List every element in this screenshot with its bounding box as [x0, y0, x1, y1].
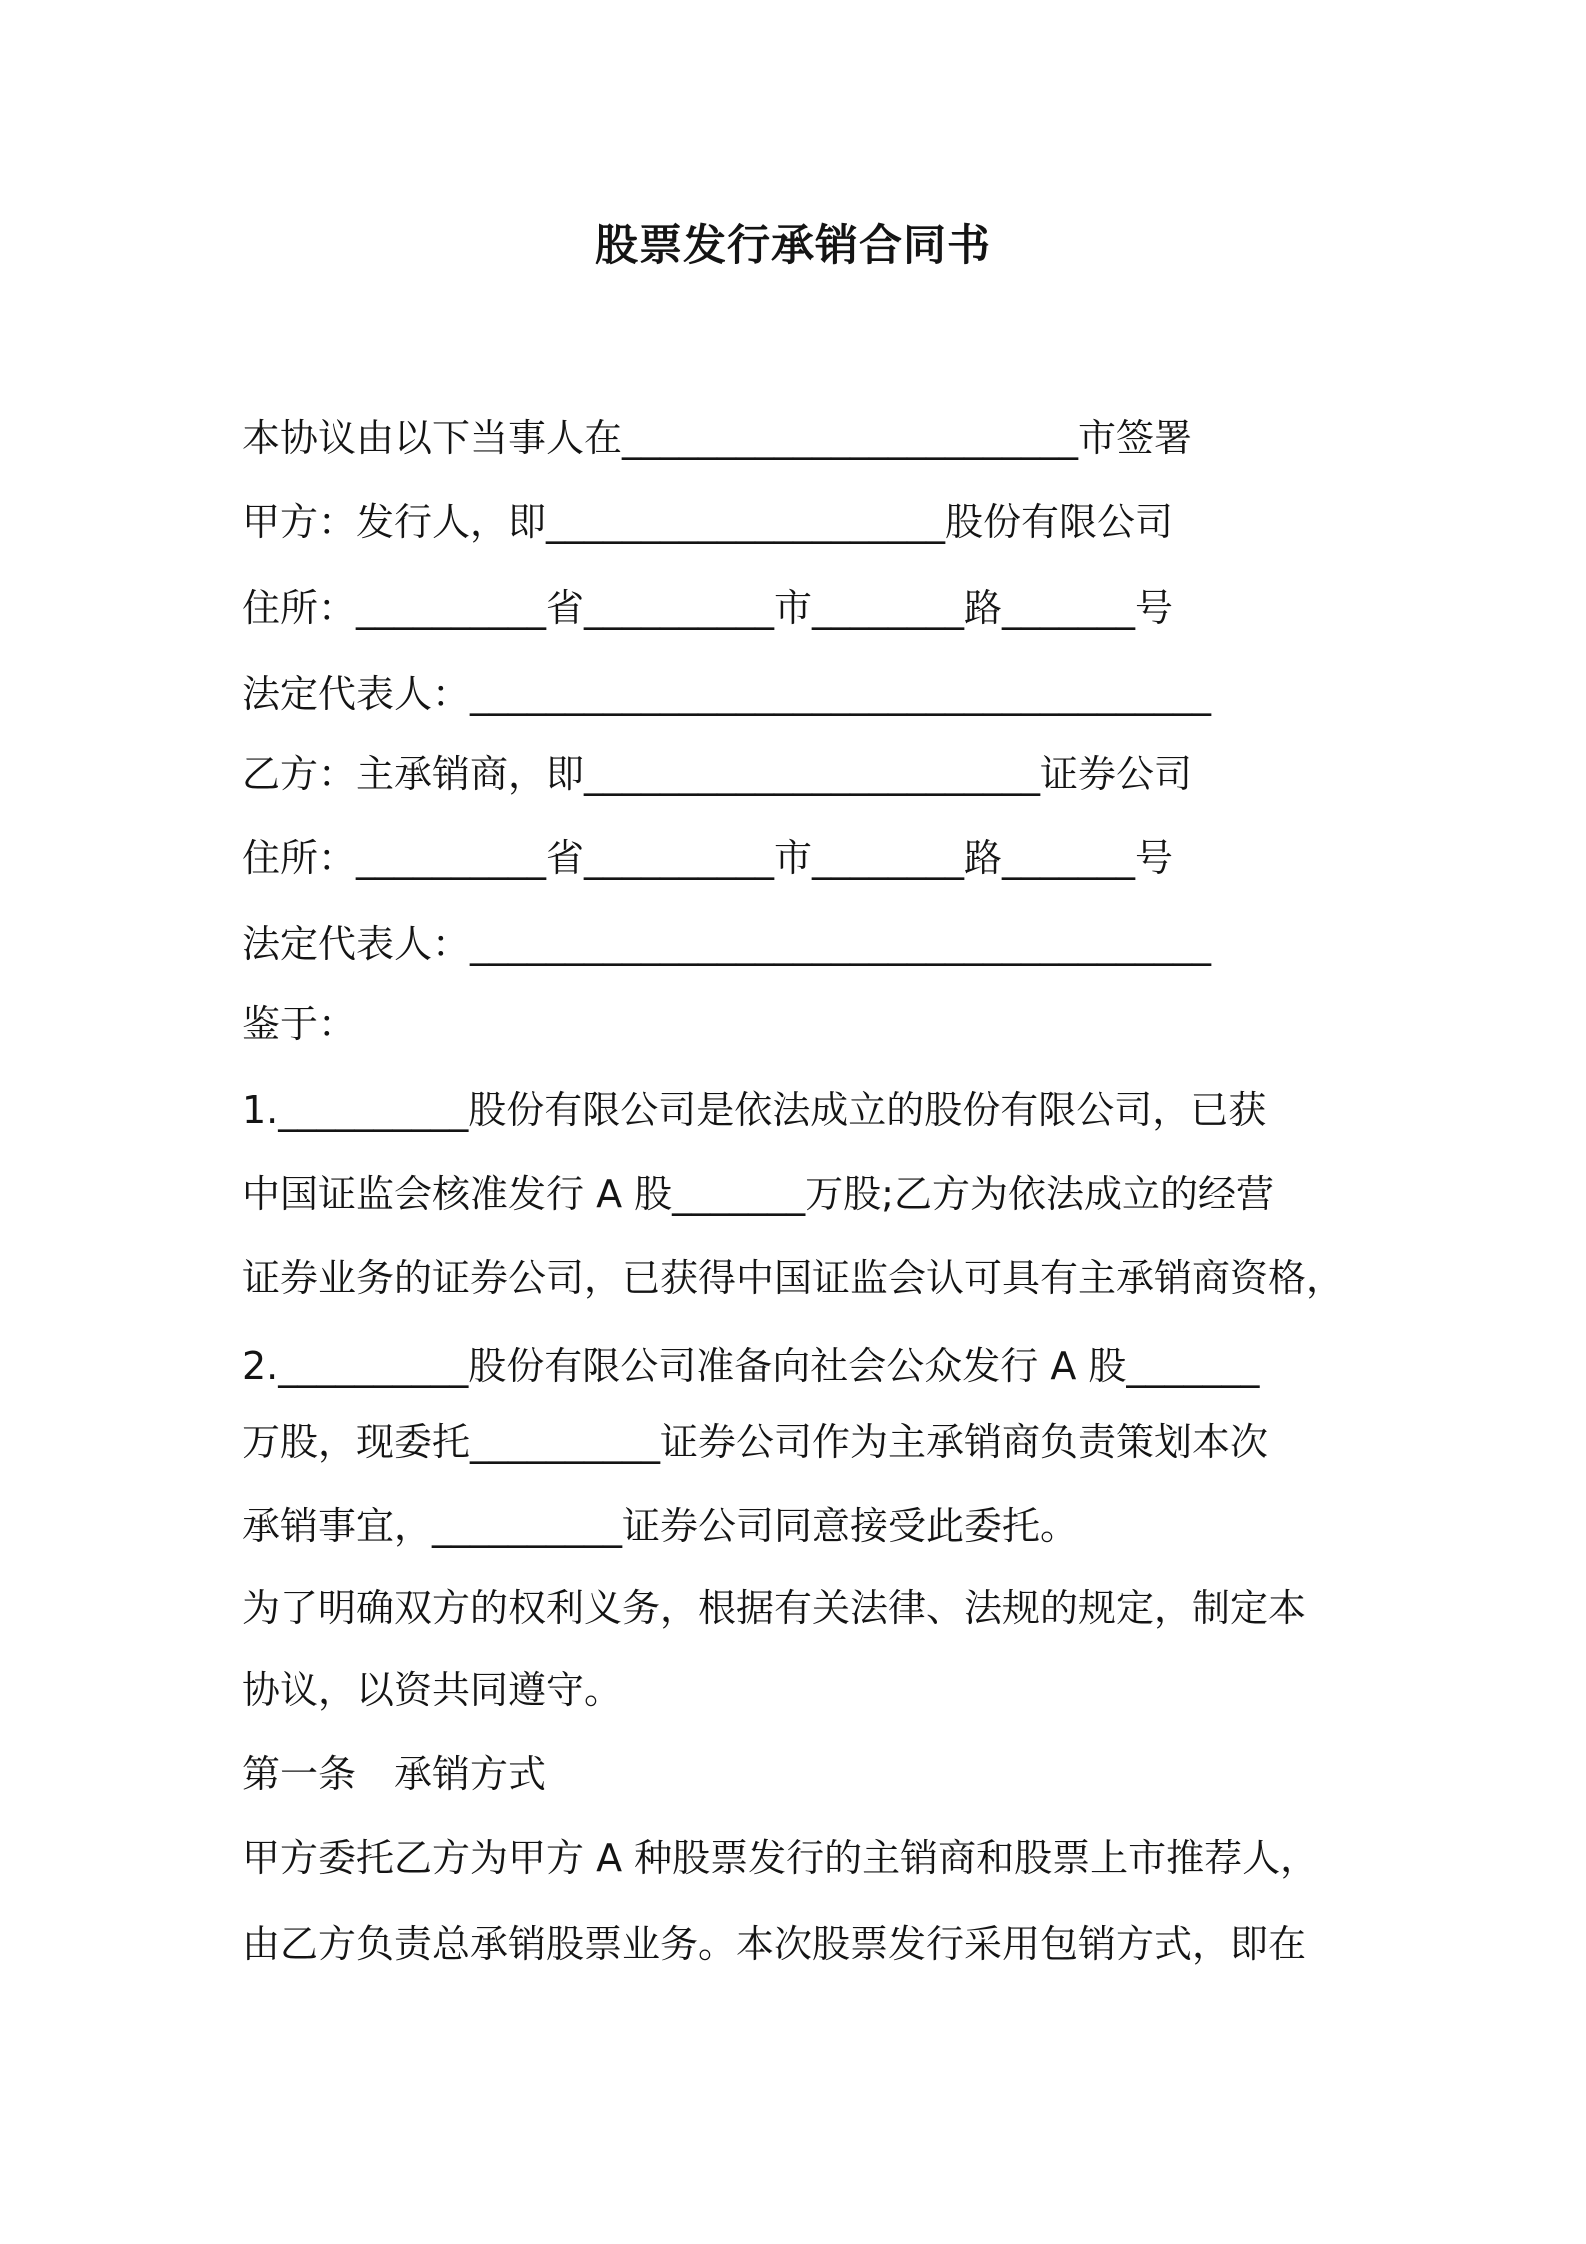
- purpose-line-1: 为了明确双方的权利义务，根据有关法律、法规的规定，制定本: [242, 1586, 1307, 1630]
- party-b-line: 乙方：主承销商，即________________________证券公司: [242, 752, 1193, 796]
- recital-1-line-2: 中国证监会核准发行 A 股_______万股;乙方为依法成立的经营: [242, 1172, 1274, 1216]
- whereas-heading: 鉴于：: [242, 1002, 357, 1046]
- recital-1-line-3: 证券业务的证券公司，已获得中国证监会认可具有主承销商资格，: [242, 1256, 1345, 1300]
- document-title: 股票发行承销合同书: [595, 221, 991, 271]
- purpose-line-2: 协议，以资共同遵守。: [242, 1668, 623, 1712]
- party-b-representative-line: 法定代表人：_______________________________________: [242, 922, 1212, 966]
- party-b-address-line: 住所：__________省__________市________路_______号: [242, 836, 1174, 880]
- party-a-representative-line: 法定代表人：_______________________________________: [242, 672, 1212, 716]
- recital-2-line-1: 2.__________股份有限公司准备向社会公众发行 A 股_______: [242, 1344, 1260, 1388]
- article-1-heading: 第一条 承销方式: [242, 1752, 547, 1796]
- recital-1-line-1: 1.__________股份有限公司是依法成立的股份有限公司，已获: [242, 1088, 1267, 1132]
- article-1-line-1: 甲方委托乙方为甲方 A 种股票发行的主销商和股票上市推荐人，: [242, 1836, 1319, 1880]
- recital-2-line-3: 承销事宜，__________证券公司同意接受此委托。: [242, 1504, 1079, 1548]
- signing-place-line: 本协议由以下当事人在________________________市签署: [242, 416, 1193, 460]
- recital-2-line-2: 万股，现委托__________证券公司作为主承销商负责策划本次: [242, 1420, 1269, 1464]
- party-a-line: 甲方：发行人，即_____________________股份有限公司: [242, 500, 1174, 544]
- party-a-address-line: 住所：__________省__________市________路_______号: [242, 586, 1174, 630]
- article-1-line-2: 由乙方负责总承销股票业务。本次股票发行采用包销方式，即在: [242, 1922, 1307, 1966]
